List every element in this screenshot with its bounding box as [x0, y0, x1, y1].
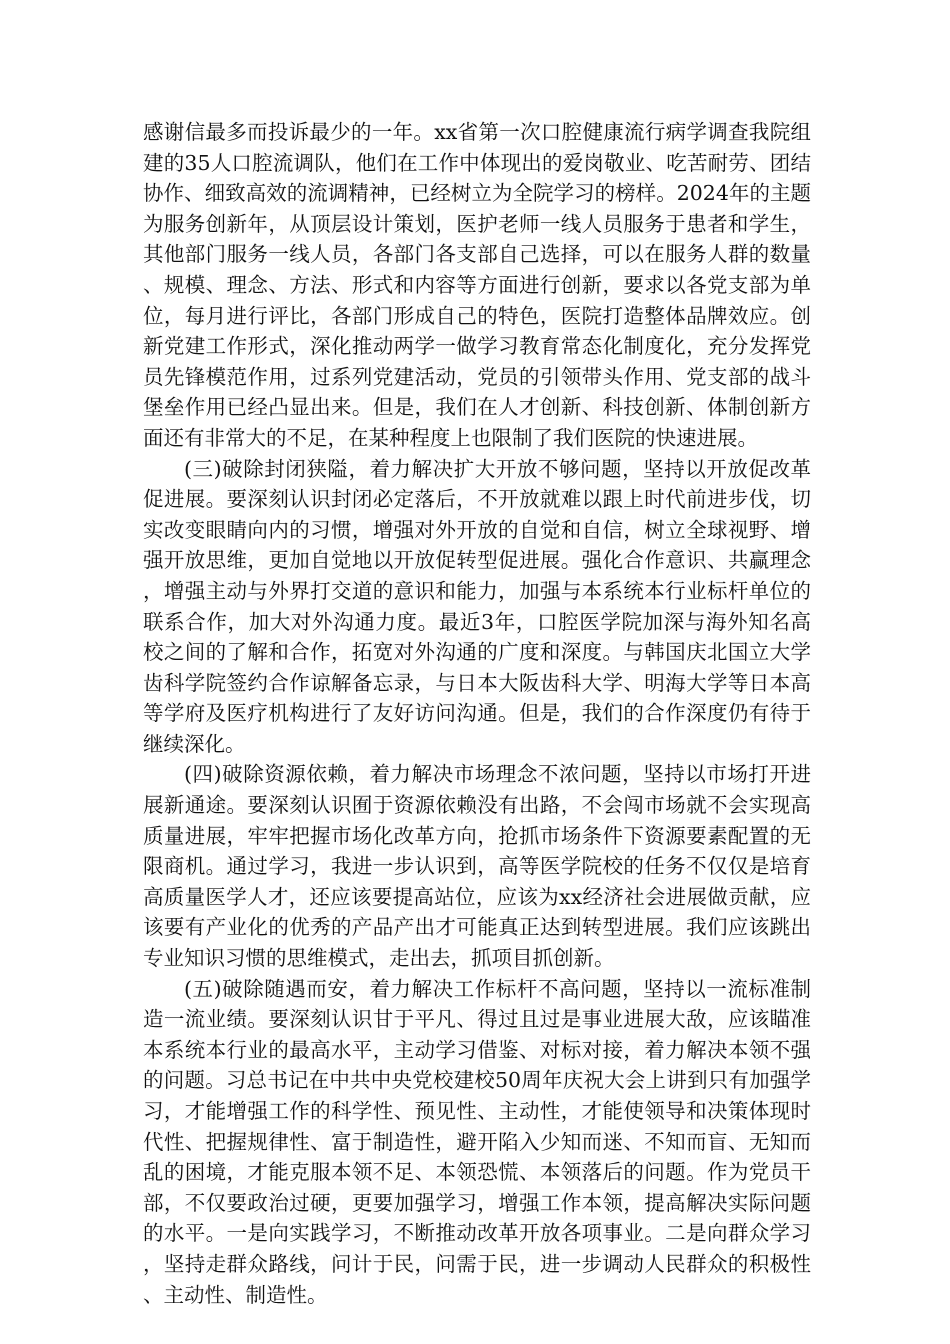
paragraph-continuation: 感谢信最多而投诉最少的一年。xx省第一次口腔健康流行病学调查我院组建的35人口腔流调队，他们在工作中体现出的爱岗敬业、吃苦耐劳、团结协作、细致高效的流调精神，已经树立为全院学习的榜样。2024年的主题为服务创新年，从顶层设计策划，医护老师一线人员服务于患者和学生，其他部门服务一线人员，各部门各支部自己选择，可以在服务人群的数量、规模、理念、方法、形式和内容等方面进行创新，要求以各党支部为单位，每月进行评比，各部门形成自己的特色，医院打造整体品牌效应。创新党建工作形式，深化推动两学一做学习教育常态化制度化，充分发挥党员先锋模范作用，过系列党建活动，党员的引领带头作用、党支部的战斗堡垒作用已经凸显出来。但是，我们在人才创新、科技创新、体制创新方面还有非常大的不足，在某种程度上也限制了我们医院的快速进展。	[143, 120, 811, 450]
paragraph-section-5: (五)破除随遇而安，着力解决工作标杆不高问题，坚持以一流标准制造一流业绩。要深刻认识甘于平凡、得过且过是事业进展大敌，应该瞄准本系统本行业的最高水平，主动学习借鉴、对标对接，着力解决本领不强的问题。习总书记在中共中央党校建校50周年庆祝大会上讲到只有加强学习，才能增强工作的科学性、预见性、主动性，才能使领导和决策体现时代性、把握规律性、富于制造性，避开陷入少知而迷、不知而盲、无知而乱的困境，才能克服本领不足、本领恐慌、本领落后的问题。作为党员干部，不仅要政治过硬，更要加强学习，增强工作本领，提高解决实际问题的水平。一是向实践学习，不断推动改革开放各项事业。二是向群众学习，坚持走群众路线，问计于民，问需于民，进一步调动人民群众的积极性、主动性、制造性。	[143, 976, 811, 1307]
document-body	[143, 117, 811, 1310]
paragraph-section-4: (四)破除资源依赖，着力解决市场理念不浓问题，坚持以市场打开进展新通途。要深刻认识囿于资源依赖没有出路，不会闯市场就不会实现高质量进展，牢牢把握市场化改革方向，抢抓市场条件下资源要素配置的无限商机。通过学习，我进一步认识到，高等医学院校的任务不仅仅是培育高质量医学人才，还应该要提高站位，应该为xx经济社会进展做贡献，应该要有产业化的优秀的产品产出才可能真正达到转型进展。我们应该跳出专业知识习惯的思维模式，走出去，抓项目抓创新。	[143, 762, 811, 971]
paragraph-section-3: (三)破除封闭狭隘，着力解决扩大开放不够问题，坚持以开放促改革促进展。要深刻认识封闭必定落后，不开放就难以跟上时代前进步伐，切实改变眼睛向内的习惯，增强对外开放的自觉和自信，树立全球视野、增强开放思维，更加自觉地以开放促转型促进展。强化合作意识、共赢理念，增强主动与外界打交道的意识和能力，加强与本系统本行业标杆单位的联系合作，加大对外沟通力度。最近3年，口腔医学院加深与海外知名高校之间的了解和合作，拓宽对外沟通的广度和深度。与韩国庆北国立大学齿科学院签约合作谅解备忘录，与日本大阪齿科大学、明海大学等日本高等学府及医疗机构进行了友好访问沟通。但是，我们的合作深度仍有待于继续深化。	[143, 456, 811, 756]
